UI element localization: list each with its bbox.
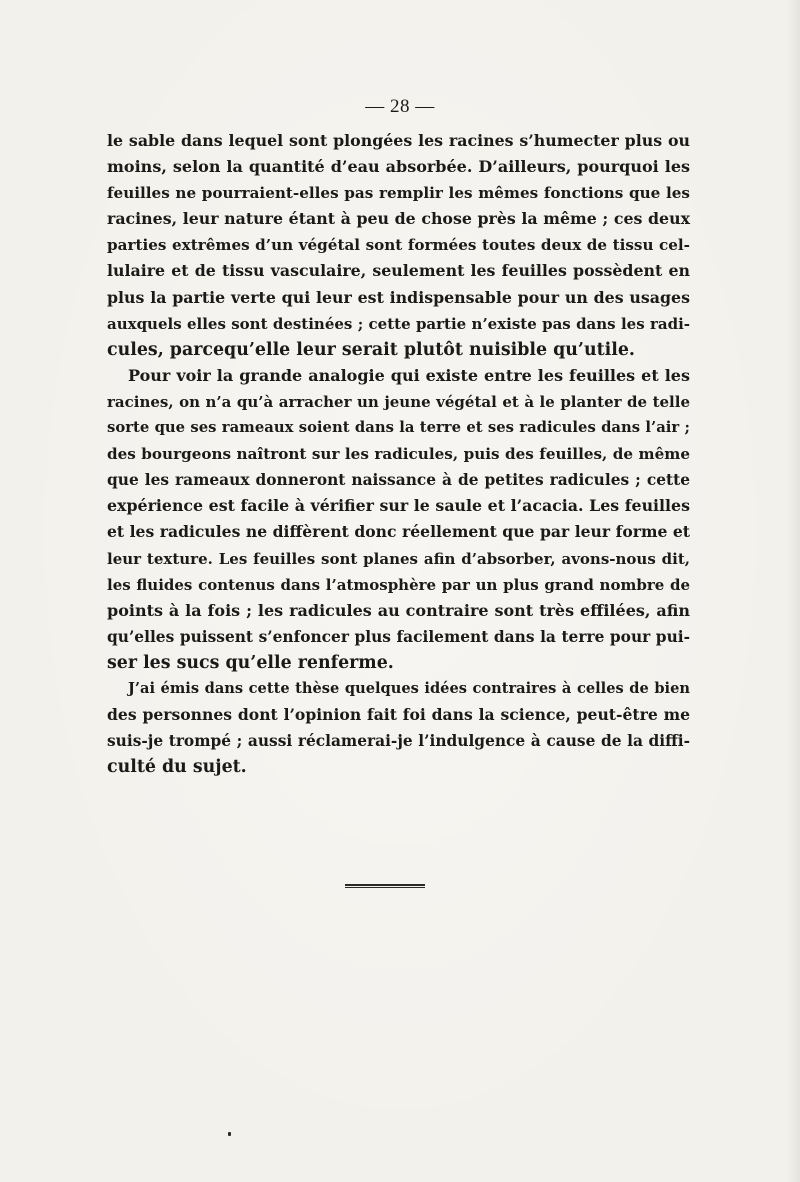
text-line: suis-je trompé ; aussi réclamerai-je l’indulgence à cause de la diffi- bbox=[107, 732, 690, 751]
text-line: expérience est facile à vérifier sur le saule et l’acacia. Les feuilles bbox=[107, 496, 690, 516]
text-line: des personnes dont l’opinion fait foi dans la science, peut-être me bbox=[107, 705, 690, 725]
text-line: racines, leur nature étant à peu de chose près la même ; ces deux bbox=[107, 209, 690, 229]
text-line: des bourgeons naîtront sur les radicules, puis des feuilles, de même bbox=[107, 445, 690, 464]
ink-speck bbox=[228, 1132, 231, 1136]
text-line: parties extrêmes d’un végétal sont formées toutes deux de tissu cel- bbox=[107, 236, 690, 255]
text-line: ser les sucs qu’elle renferme. bbox=[107, 652, 394, 673]
text-line: lulaire et de tissu vasculaire, seulement les feuilles possèdent en bbox=[107, 261, 690, 281]
page-number: — 28 — bbox=[365, 96, 435, 117]
body-text bbox=[107, 128, 690, 780]
text-line: qu’elles puissent s’enfoncer plus facilement dans la terre pour pui- bbox=[107, 627, 690, 646]
text-line: J’ai émis dans cette thèse quelques idées contraires à celles de bien bbox=[128, 679, 690, 697]
end-rule bbox=[345, 884, 425, 888]
text-line: que les rameaux donneront naissance à de petites radicules ; cette bbox=[107, 471, 690, 490]
page-edge-shadow bbox=[786, 0, 800, 1182]
text-line: le sable dans lequel sont plongées les racines s’humecter plus ou bbox=[107, 131, 690, 150]
text-line: Pour voir la grande analogie qui existe entre les feuilles et les bbox=[128, 365, 690, 385]
text-line: sorte que ses rameaux soient dans la terre et ses radicules dans l’air ; bbox=[107, 419, 690, 437]
text-line: points à la fois ; les radicules au contraire sont très effilées, afin bbox=[107, 600, 690, 620]
text-line: et les radicules ne diffèrent donc réellement que par leur forme et bbox=[107, 522, 690, 542]
text-line: cules, parcequ’elle leur serait plutôt nuisible qu’utile. bbox=[107, 339, 635, 360]
text-line: culté du sujet. bbox=[107, 757, 247, 778]
text-line: plus la partie verte qui leur est indispensable pour un des usages bbox=[107, 287, 690, 307]
text-line: moins, selon la quantité d’eau absorbée. D’ailleurs, pourquoi les bbox=[107, 157, 690, 177]
text-line: feuilles ne pourraient-elles pas remplir les mêmes fonctions que les bbox=[107, 184, 690, 203]
text-line: auxquels elles sont destinées ; cette partie n’existe pas dans les radi- bbox=[107, 314, 690, 333]
text-line: racines, on n’a qu’à arracher un jeune végétal et à le planter de telle bbox=[107, 392, 690, 411]
text-line: leur texture. Les feuilles sont planes afin d’absorber, avons-nous dit, bbox=[107, 549, 690, 568]
text-line: les fluides contenus dans l’atmosphère par un plus grand nombre de bbox=[107, 575, 690, 594]
